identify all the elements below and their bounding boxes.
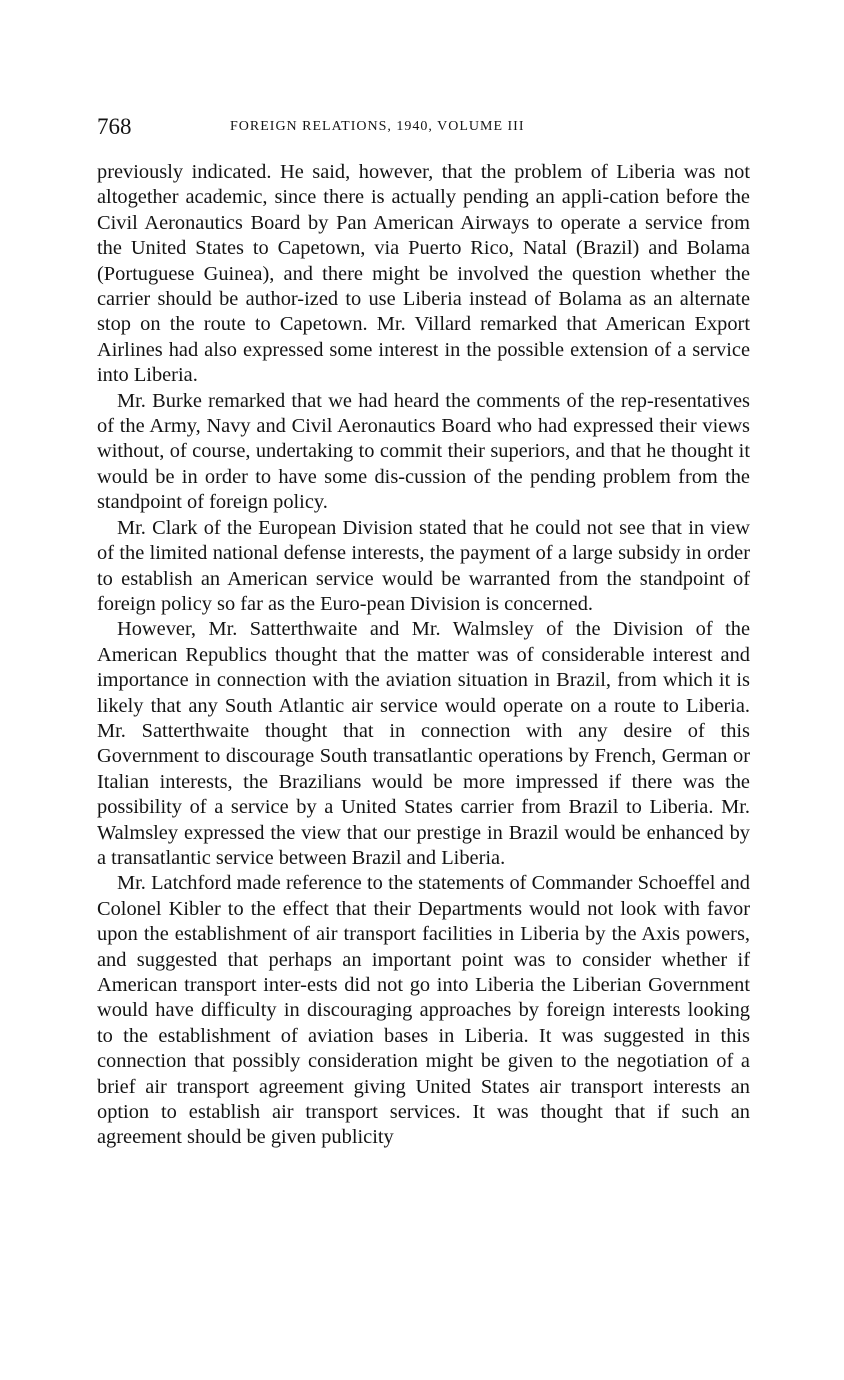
paragraph-satterthwaite-walmsley: However, Mr. Satterthwaite and Mr. Walmsley of the Division of the American Republics thought that the matter was of considerable interest and importance in connection with the aviation situation in Brazil, from which it is likely that any South Atlantic air service would operate on a route to Liberia. Mr. Satterthwaite thought that in connection with any desire of this Government to discourage South transatlantic operations by French, German or Italian interests, the Brazilians would be more impressed if there was the possibility of a service by a United States carrier from Brazil to Liberia. Mr. Walmsley expressed the view that our prestige in Brazil would be enhanced by a transatlantic service between Brazil and Liberia. [97,618,750,869]
paragraph-continuation: previously indicated. He said, however, that the problem of Liberia was not altogether academic, since there is actually pending an appli-cation before the Civil Aeronautics Board by Pan American Airways to operate a service from the United States to Capetown, via Puerto Rico, Natal (Brazil) and Bolama (Portuguese Guinea), and there might be involved the question whether the carrier should be author-ized to use Liberia instead of Bolama as an alternate stop on the route to Capetown. Mr. Villard remarked that American Export Airlines had also expressed some interest in the possible extension of a service into Liberia. [97,161,750,387]
body-text [97,160,750,1151]
paragraph-latchford: Mr. Latchford made reference to the statements of Commander Schoeffel and Colonel Kibler to the effect that their Departments would not look with favor upon the establishment of air transport facilities in Liberia by the Axis powers, and suggested that perhaps an important point was to consider whether if American transport inter-ests did not go into Liberia the Liberian Government would have difficulty in discouraging approaches by foreign interests looking to the establishment of aviation bases in Liberia. It was suggested in this connection that possibly consideration might be given to the negotiation of a brief air transport agreement giving United States air transport interests an option to establish air transport services. It was thought that if such an agreement should be given publicity [97,872,750,1149]
document-page [97,112,750,1151]
paragraph-clark: Mr. Clark of the European Division stated that he could not see that in view of the limited national defense interests, the payment of a large subsidy in order to establish an American service would be warranted from the standpoint of foreign policy so far as the Euro-pean Division is concerned. [97,516,750,615]
paragraph-burke: Mr. Burke remarked that we had heard the comments of the rep-resentatives of the Army, Navy and Civil Aeronautics Board who had expressed their views without, of course, undertaking to commit their superiors, and that he thought it would be in order to have some dis-cussion of the pending problem from the standpoint of foreign policy. [97,389,750,514]
page-number: 768 [97,114,132,139]
running-head: FOREIGN RELATIONS, 1940, VOLUME III [230,119,525,134]
page-header [97,112,750,146]
